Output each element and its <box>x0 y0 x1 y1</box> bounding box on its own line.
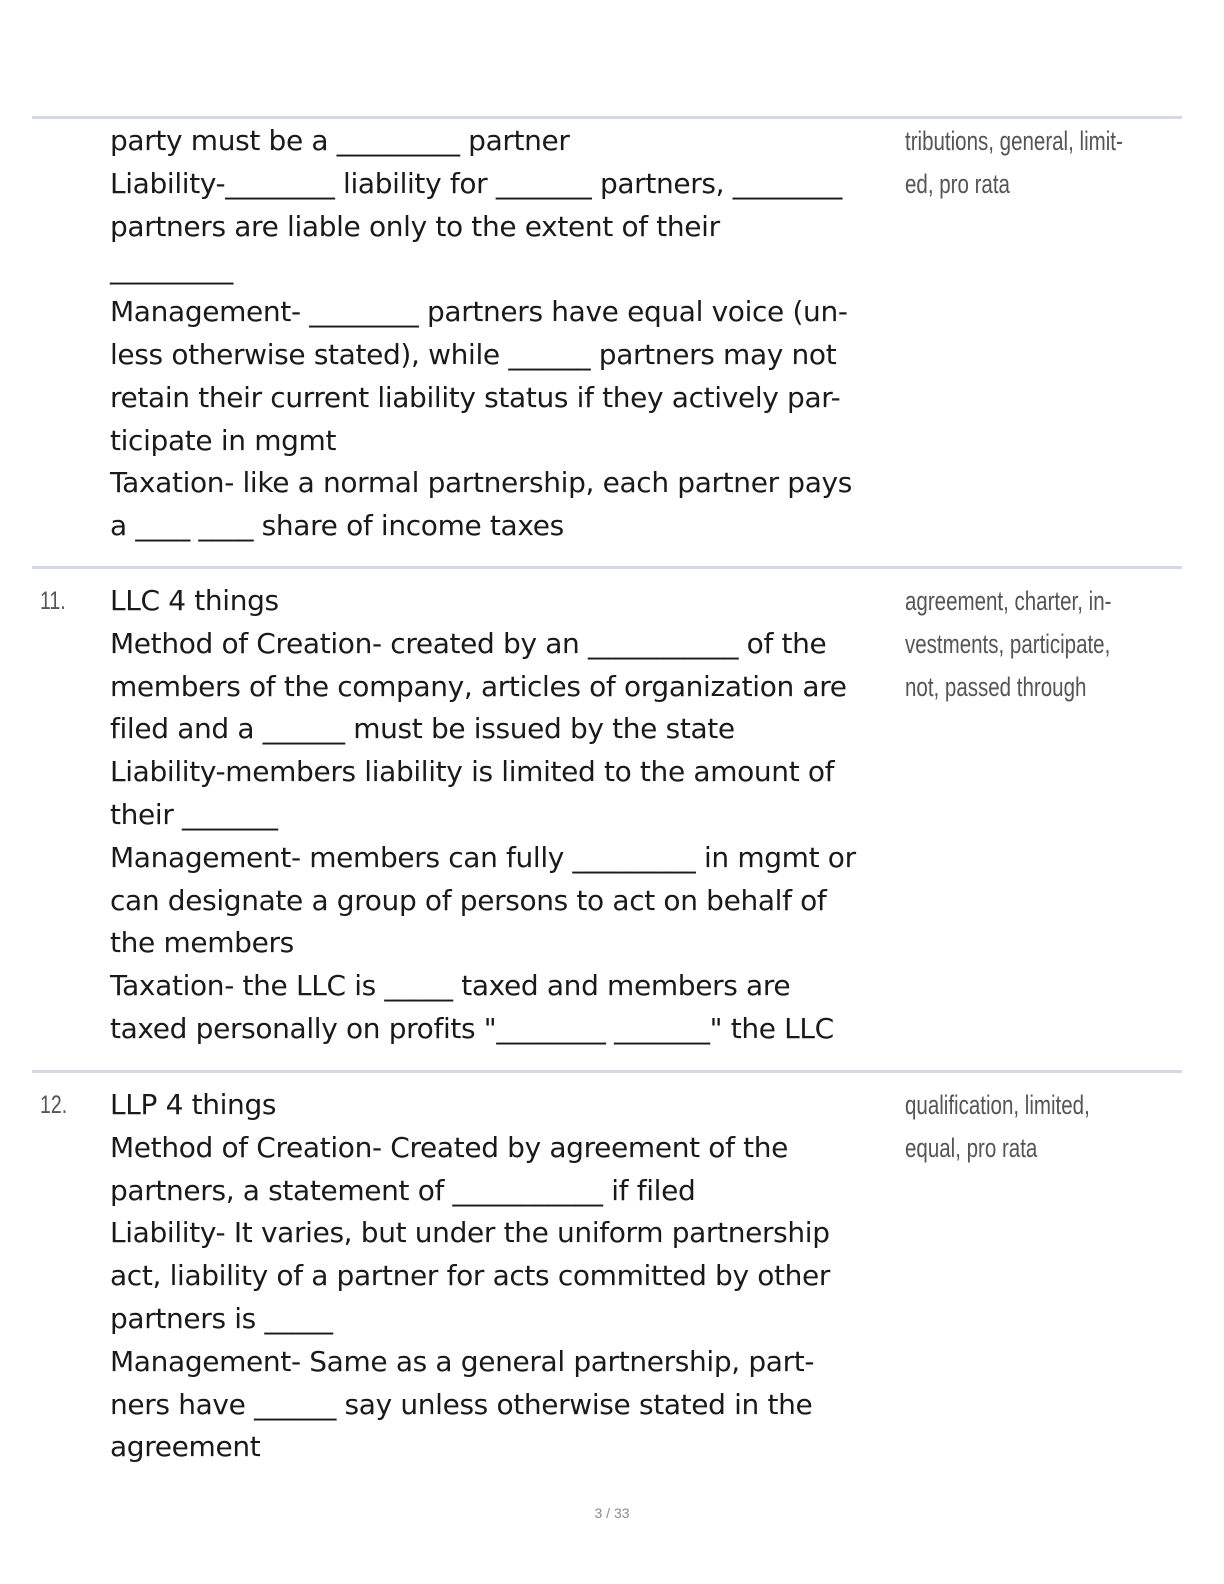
question-line: Management- members can fully _________ in mgmt or <box>110 840 856 874</box>
question-line: taxed personally on profits "________ _______" the LLC <box>110 1011 834 1045</box>
question-line: their _______ <box>110 797 278 831</box>
question-line: party must be a _________ partner <box>110 124 570 157</box>
question-line: LLC 4 things <box>110 584 279 617</box>
question-line: Taxation- like a normal partnership, each partner pays <box>110 466 852 500</box>
question-line: Management- ________ partners have equal voice (un- <box>110 295 848 329</box>
question-line: the members <box>110 926 294 960</box>
answer-text <box>905 580 1205 708</box>
card-number: 11. <box>40 587 66 615</box>
question-line: members of the company, articles of organization are <box>110 669 847 703</box>
answer-text <box>905 120 1205 206</box>
question-line: Liability-members liability is limited to the amount of <box>110 755 835 789</box>
question-line: filed and a ______ must be issued by the state <box>110 712 735 746</box>
page-number: 3 / 33 <box>594 1505 630 1521</box>
answer-line: qualification, limited, <box>905 1090 1090 1120</box>
question-line: can designate a group of persons to act on behalf of <box>110 883 827 917</box>
question-line: Taxation- the LLC is _____ taxed and members are <box>110 969 791 1003</box>
question-line: _________ <box>110 252 233 286</box>
question-line: Method of Creation- created by an ___________ of the <box>110 626 827 660</box>
divider-card-12 <box>32 1070 1182 1073</box>
answer-text <box>905 1084 1205 1170</box>
question-line: agreement <box>110 1430 261 1464</box>
answer-line: not, passed through <box>905 671 1087 702</box>
question-line: partners are liable only to the extent of their <box>110 209 720 243</box>
answer-line: agreement, charter, in- <box>905 586 1112 616</box>
question-line: Method of Creation- Created by agreement of the <box>110 1130 789 1164</box>
question-line: Management- Same as a general partnership, part- <box>110 1344 815 1378</box>
divider-top <box>32 116 1182 119</box>
question-text <box>110 120 900 548</box>
answer-line: tributions, general, limit- <box>905 126 1123 156</box>
question-line: ticipate in mgmt <box>110 423 337 457</box>
answer-line: ed, pro rata <box>905 168 1010 199</box>
question-line: a ____ ____ share of income taxes <box>110 509 564 543</box>
question-line: Liability-________ liability for _______ partners, ________ <box>110 166 842 200</box>
question-line: partners is _____ <box>110 1301 333 1335</box>
question-line: less otherwise stated), while ______ partners may not <box>110 337 837 371</box>
answer-line: vestments, participate, <box>905 628 1111 659</box>
question-text <box>110 1084 900 1469</box>
question-line: ners have ______ say unless otherwise stated in the <box>110 1387 813 1421</box>
question-line: Liability- It varies, but under the uniform partnership <box>110 1216 830 1250</box>
answer-line: equal, pro rata <box>905 1132 1038 1163</box>
question-line: retain their current liability status if they actively par- <box>110 380 841 414</box>
question-line: partners, a statement of ___________ if filed <box>110 1173 696 1207</box>
divider-card-11 <box>32 566 1182 569</box>
card-number: 12. <box>40 1091 68 1119</box>
question-line: LLP 4 things <box>110 1088 277 1121</box>
question-line: act, liability of a partner for acts committed by other <box>110 1259 831 1293</box>
question-text <box>110 580 900 1051</box>
